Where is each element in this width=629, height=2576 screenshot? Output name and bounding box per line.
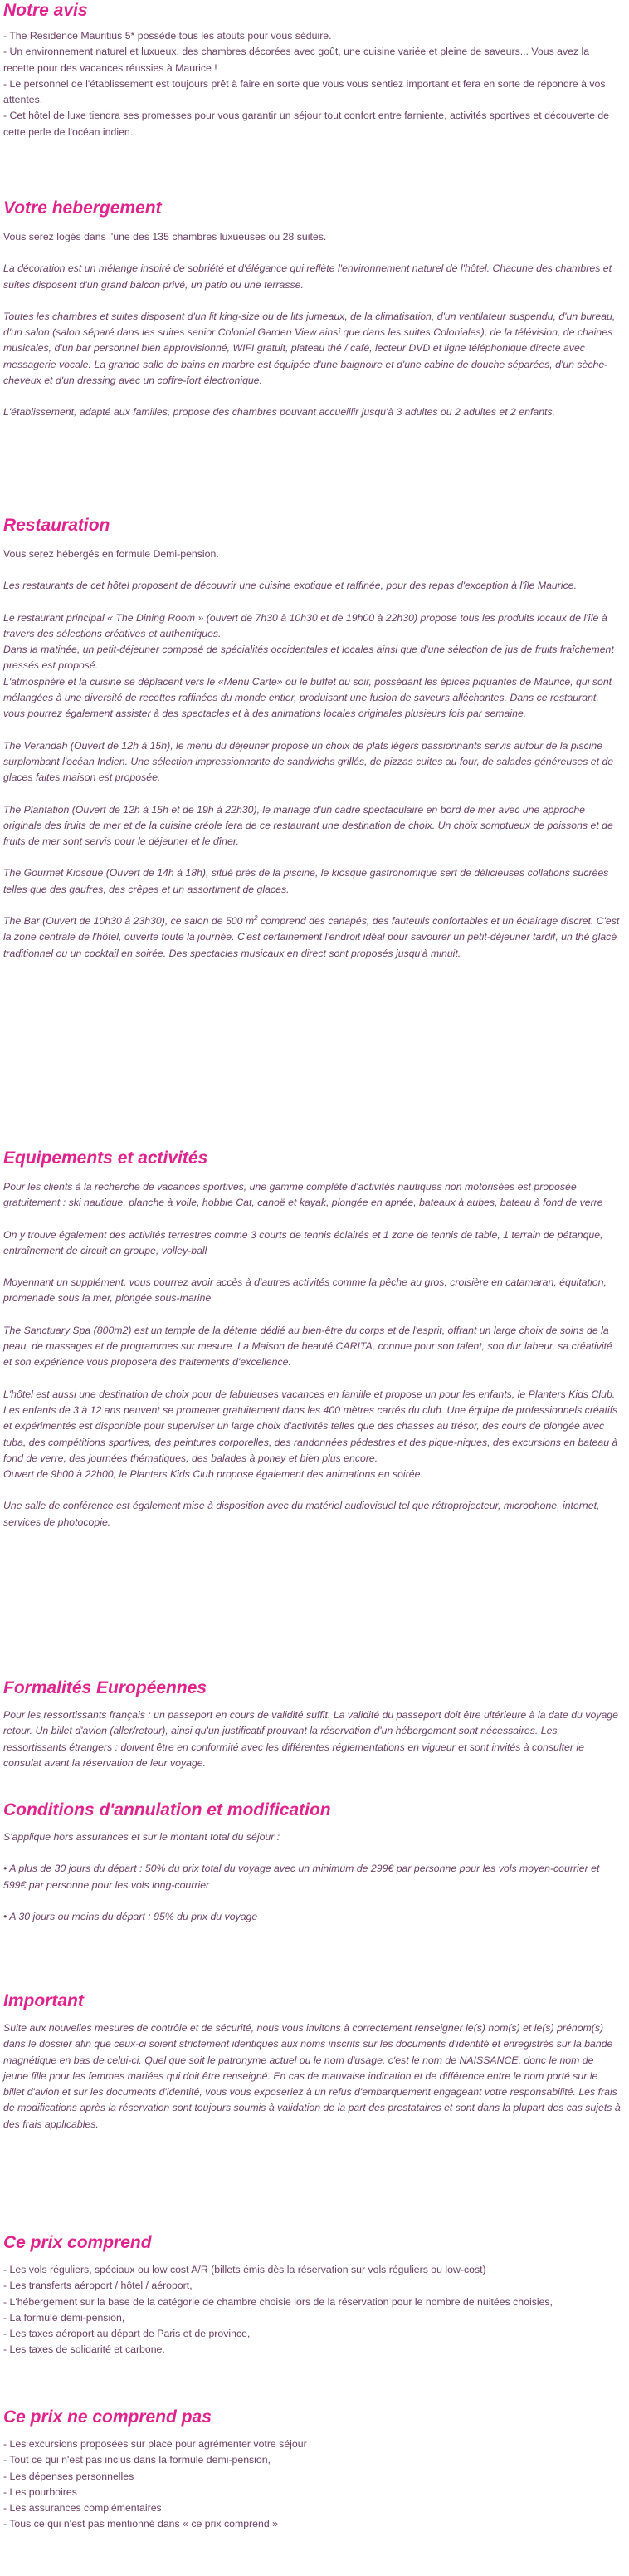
section-comprend (3, 2232, 621, 2358)
paragraph: Toutes les chambres et suites disposent d'un lit king-size ou de lits jumeaux, de la climatisation, d'un ventilateur suspendu, d'un bureau, d'un salon (salon séparé dans les suites senior Colonial Garden View ainsi que dans les suites Coloniales), de la télévision, de chaines musicales, d'un bar personnel bien approvisionné, WIFI gratuit, plateau thé / café, lecteur DVD et ligne téléphonique directe avec messagerie vocale. La grande salle de bains en marbre est équipée d'une baignoire et d'une cabine de douche séparées, d'un sèche-cheveux et d'un dressing avec un coffre-fort électronique. (3, 310, 616, 387)
list-item: - Les assurances complémentaires (3, 2502, 162, 2515)
section-annulation (3, 1800, 621, 1925)
text-part: comprend des canapés, des fauteuils confortables et un éclairage discret. C'est la zone centrale de l'hôtel, ouverte toute la journée. C'est certainement l'endroit idéal pour savourer un petit-déjeuner tardif, un thé glacé traditionnel ou un cocktail en soirée. Des spectacles musicaux en direct sont proposés jusqu'à minuit. (3, 915, 620, 959)
paragraph: L'hôtel est aussi une destination de choix pour de fabuleuses vacances en famille et propose un pour les enfants, le Planters Kids Club. Les enfants de 3 à 12 ans peuvent se promener gratuitement dans les 400 mètres carrés du club. Une équipe de professionnels créatifs et expérimentés est disponible pour superviser un large choix d'activités telles que des chasses au trésor, des cours de plongée avec tuba, des compétitions sportives, des peintures corporelles, des randonnées pédestres et des pique-niques, des excursions en bateau à fond de verre, des journées thématiques, des balades à poney et bien plus encore. (3, 1388, 618, 1464)
section-title: Restauration (3, 516, 110, 535)
paragraph: Vous serez hébergés en formule Demi-pension. (3, 548, 219, 560)
section-title: Formalités Européennes (3, 1678, 207, 1697)
list-item: - La formule demi-pension, (3, 2311, 125, 2324)
paragraph: On y trouve également des activités terrestres comme 3 courts de tennis éclairés et 1 zone de tennis de table, 1 terrain de pétanque, entraînement de circuit en groupe, volley-ball (3, 1228, 603, 1256)
list-item: - Tout ce qui n'est pas inclus dans la formule demi-pension, (3, 2454, 271, 2466)
paragraph: L'atmosphère et la cuisine se déplacent vers le «Menu Carte» ou le buffet du soir, possédant les épices piquantes de Maurice, qui sont mélangées à une diversité de recettes raffinées du monde entier, produisant une fusion de saveurs alléchantes. Dans ce restaurant, vous pourrez également assister à des spectacles et à des animations locales originales plusieurs fois par semaine. (3, 675, 612, 720)
list-item: - Les vols réguliers, spéciaux ou low cost A/R (billets émis dès la réservation sur vols réguliers ou low-cost) (3, 2264, 486, 2275)
section-activites (3, 1148, 621, 1530)
section-restauration (3, 515, 621, 962)
list-item: - Les taxes aéroport au départ de Paris et de province, (3, 2328, 251, 2340)
paragraph: The Gourmet Kiosque (Ouvert de 14h à 18h), situé près de la piscine, le kiosque gastronomique sert de délicieuses collations sucrées telles que des gaufres, des crêpes et un assortiment de glaces. (3, 867, 609, 895)
section-formalites (3, 1677, 621, 1771)
paragraph: Une salle de conférence est également mise à disposition avec du matériel audiovisuel tel que rétroprojecteur, microphone, internet, services de photocopie. (3, 1500, 600, 1528)
paragraph: The Verandah (Ouvert de 12h à 15h), le menu du déjeuner propose un choix de plats légers passionnants servis autour de la piscine surplombant l'océan Indien. Une sélection impressionnante de sandwichs grillés, de pizzas cuites au four, de salades généreuses et de glaces faites maison est proposée. (3, 739, 614, 784)
avis-line: - Un environnement naturel et luxueux, des chambres décorées avec goût, une cuisine variée et pleine de saveurs... Vous avez la recette pour des vacances réussies à Maurice ! (3, 46, 590, 74)
paragraph: Les restaurants de cet hôtel proposent de découvrir une cuisine exotique et raffinée, pour des repas d'exception à l'île Maurice. (3, 580, 578, 592)
list-item: - Les transferts aéroport / hôtel / aéroport, (3, 2280, 193, 2292)
paragraph: Pour les clients à la recherche de vacances sportives, une gamme complète d'activités nautiques non motorisées est proposée gratuitement : ski nautique, planche à voile, hobbie Cat, canoë et kayak, plongée en apnée, bateaux à aubes, bateau à fond de verre (3, 1181, 603, 1209)
list-item: - L'hébergement sur la base de la catégorie de chambre choisie lors de la réservation pour le nombre de nuitées choisies, (3, 2295, 553, 2308)
paragraph: Pour les ressortissants français : un passeport en cours de validité suffit. La validité du passeport doit être ultérieure à la date du voyage retour. Un billet d'avion (aller/retour), ainsi qu'un justificatif prouvant la réservation d'un hébergement sont nécessaires. Les ressortissants étrangers : doivent être en conformité avec les différentes réglementations en vigueur et sont invités à consulter le consulat avant la réservation de leur voyage. (3, 1709, 618, 1769)
list-item: - Tous ce qui n'est pas mentionné dans « ce prix comprend » (3, 2518, 278, 2530)
paragraph: Le restaurant principal « The Dining Room » (ouvert de 7h30 à 10h30 et de 19h00 à 22h30) propose tous les produits locaux de l'île à travers des sélections créatives et authentiques. (3, 611, 607, 639)
paragraph: The Plantation (Ouvert de 12h à 15h et de 19h à 22h30), le mariage d'un cadre spectaculaire en bord de mer avec une approche originale des fruits de mer et de la cuisine créole fera de ce restaurant une destination de choix. Un choix somptueux de poissons et de fruits de mer sont servis pour le déjeuner et le dîner. (3, 803, 613, 848)
section-title: Ce prix ne comprend pas (3, 2407, 212, 2427)
paragraph: S'applique hors assurances et sur le montant total du séjour : (3, 1831, 280, 1843)
section-title: Conditions d'annulation et modification (3, 1800, 331, 1819)
paragraph: • A 30 jours ou moins du départ : 95% du prix du voyage (3, 1910, 258, 1922)
section-important (3, 1991, 621, 2133)
paragraph: Vous serez logés dans l'une des 135 chambres luxueuses ou 28 suites. (3, 231, 327, 242)
section-title: Ce prix comprend (3, 2233, 152, 2252)
list-item: - Les pourboires (3, 2485, 77, 2498)
list-item: - Les taxes de solidarité et carbone. (3, 2343, 165, 2356)
section-hebergement (3, 198, 621, 421)
text-part: The Bar (Ouvert de 10h30 à 23h30), ce salon de 500 m (3, 915, 255, 928)
paragraph-bar (3, 913, 621, 962)
paragraph: The Sanctuary Spa (800m2) est un temple de la détente dédié au bien-être du corps et de l'esprit, offrant un large choix de soins de la peau, de massages et de programmes sur mesure. La Maison de beauté CARITA, connue pour son talent, son dur labeur, sa créativité et son expérience vous proposera des traitements d'excellence. (3, 1324, 612, 1369)
list-item: - Les dépenses personnelles (3, 2470, 134, 2482)
paragraph: Ouvert de 9h00 à 22h00, le Planters Kids Club propose également des animations en soirée. (3, 1468, 423, 1481)
section-title: Notre avis (3, 1, 88, 20)
section-ne-comprend-pas (3, 2407, 621, 2533)
section-title: Important (3, 1991, 84, 2010)
avis-line: - The Residence Mauritius 5* possède tous les atouts pour vous séduire. (3, 30, 332, 42)
avis-line: - Cet hôtel de luxe tiendra ses promesses pour vous garantir un séjour tout confort entre farniente, activités sportives et découverte de cette perle de l'océan indien. (3, 110, 610, 138)
avis-line: - Le personnel de l'établissement est toujours prêt à faire en sorte que vous vous sentiez important et fera en sorte de répondre à vos attentes. (3, 77, 606, 106)
paragraph: L'établissement, adapté aux familles, propose des chambres pouvant accueillir jusqu'à 3 adultes ou 2 adultes et 2 enfants. (3, 406, 556, 419)
paragraph: La décoration est un mélange inspiré de sobriété et d'élégance qui reflète l'environnement naturel de l'hôtel. Chacune des chambres et suites disposent d'un grand balcon privé, un patio ou une terrasse. (3, 262, 612, 291)
section-notre-avis (3, 0, 621, 140)
paragraph: Moyennant un supplément, vous pourrez avoir accès à d'autres activités comme la pêche au gros, croisière en catamaran, équitation, promenade sous la mer, plongée sous-marine (3, 1276, 607, 1305)
paragraph: Suite aux nouvelles mesures de contrôle et de sécurité, nous vous invitons à correctement renseigner le(s) nom(s) et le(s) prénom(s) dans le dossier afin que ceux-ci soient strictement identiques aux noms inscrits sur les documents d'identité et enregistrés sur la bande magnétique en bas de celui-ci. Quel que soit le patronyme actuel ou le nom d'usage, c'est le nom de NAISSANCE, donc le nom de jeune fille pour les femmes mariées qui doit être renseigné. En cas de mauvaise indication et de différence entre le nom porté sur le billet d'avion et sur les documents d'identité, vous vous exposeriez à un refus d'embarquement engageant votre responsabilité. Les frais de modifications après la réservation sont toujours soumis à validation de la part des prestataires et sont dans la plupart des cas sujets à des frais applicables. (3, 2022, 621, 2130)
section-title: Votre hebergement (3, 198, 162, 218)
paragraph: • A plus de 30 jours du départ : 50% du prix total du voyage avec un minimum de 299€ par personne pour les vols moyen-courrier et 599€ par personne pour les vols long-courrier (3, 1863, 600, 1891)
superscript: 2 (254, 913, 258, 922)
list-item: - Les excursions proposées sur place pour agrémenter votre séjour (3, 2438, 307, 2450)
paragraph: Dans la matinée, un petit-déjeuner composé de spécialités occidentales et locales ainsi que d'une sélection de jus de fruits fraîchement pressés est proposé. (3, 644, 614, 672)
section-title: Equipements et activités (3, 1148, 208, 1168)
